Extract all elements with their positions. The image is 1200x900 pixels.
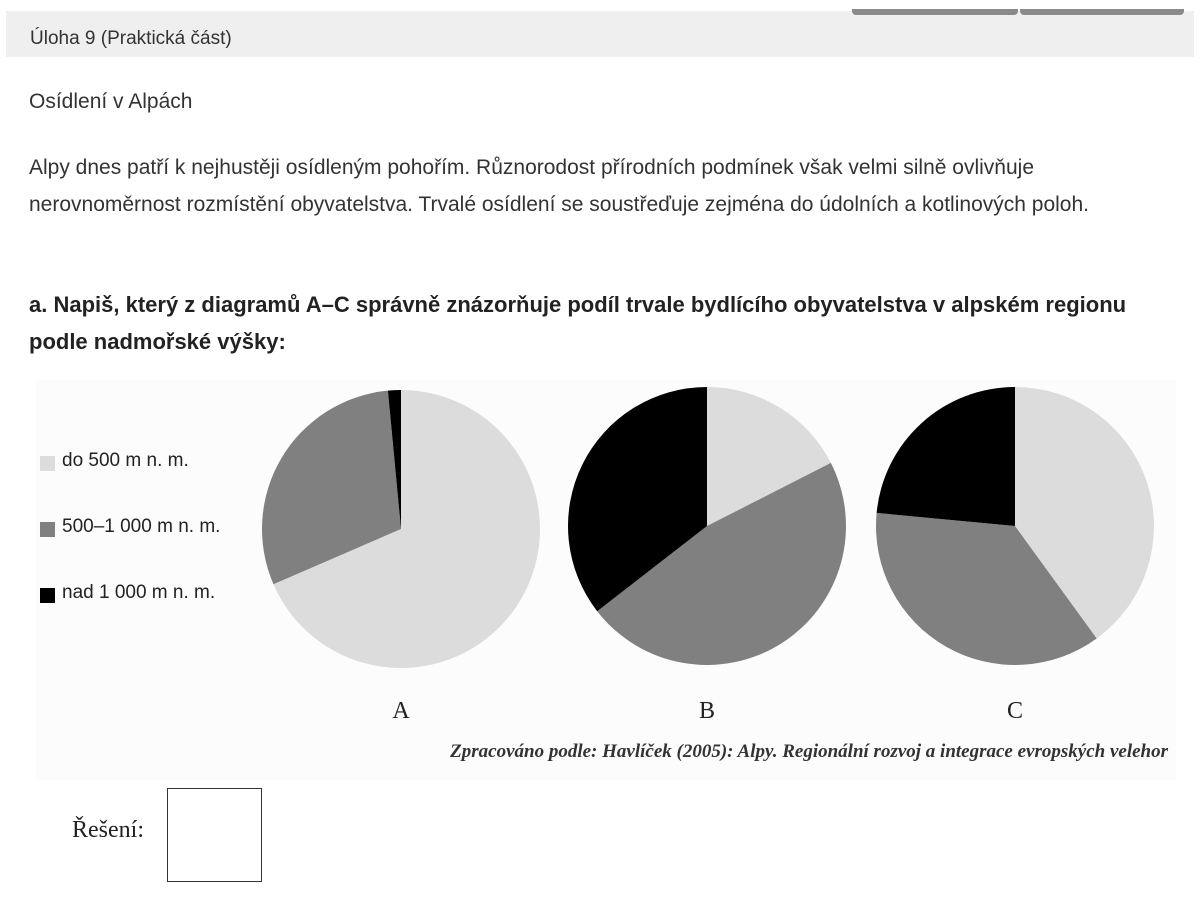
task-title: Úloha 9 (Praktická část) [30,28,232,49]
task-intro: Alpy dnes patří k nejhustěji osídleným pohořím. Různorodost přírodních podmínek však velmi silně ovlivňuje nerovnoměrnost rozmístění obyvatelstva. Trvalé osídlení se soustřeďuje zejména do údolních a kotlinových poloh. [29,156,1089,216]
legend-label: do 500 m n. m. [62,450,189,471]
pie-slice [877,387,1015,526]
pie-label: B [698,698,716,724]
source-citation: Zpracováno podle: Havlíček (2005): Alpy. Regionální rozvoj a integrace evropských velehor [450,741,1168,762]
pie-label: A [392,698,410,724]
legend-label: 500–1 000 m n. m. [62,516,221,537]
answer-box[interactable] [167,788,262,882]
task-question: a. Napiš, který z diagramů A–C správně znázorňuje podíl trvale bydlícího obyvatelstva v alpském regionu podle nadmořské výšky: [29,292,1127,354]
pie-label: C [1006,698,1024,724]
legend-label: nad 1 000 m n. m. [62,582,216,603]
task-subtitle: Osídlení v Alpách [29,90,193,113]
answer-label: Řešení: [72,817,144,843]
